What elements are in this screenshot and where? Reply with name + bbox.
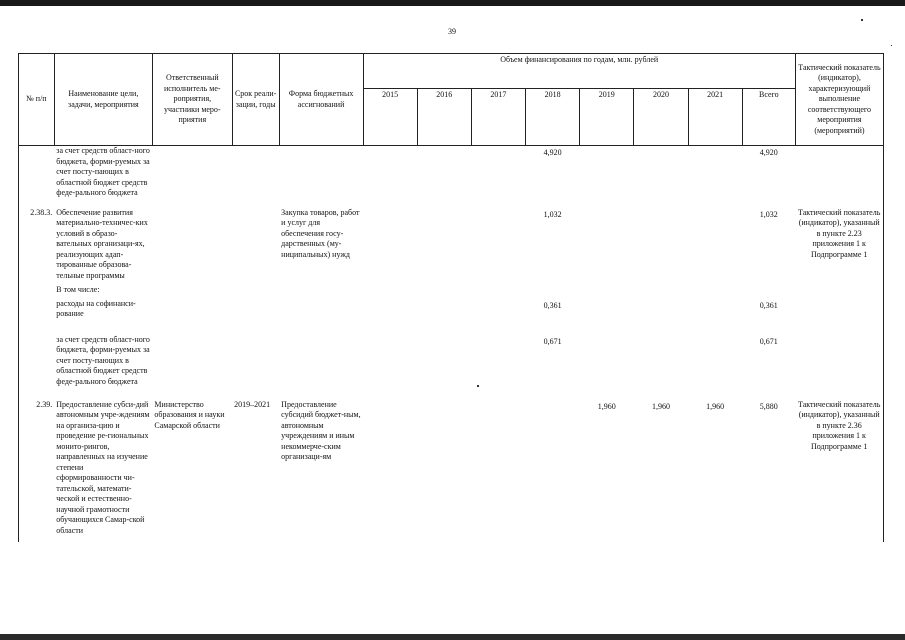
header-year: 2016 [417,89,471,146]
bottom-scan-border [0,634,905,640]
row-value-total: 0,361 [759,300,778,310]
table-body [19,146,884,542]
header-year: 2018 [526,89,580,146]
row-num [19,299,55,335]
row-term [232,335,279,400]
row-executor [152,335,232,400]
table-row [19,400,884,542]
row-executor [152,208,232,285]
row-form: Предоставление субсидий бюджет-ным, автономным учреждениям и иным некоммерче-ским организаци-ям [281,399,361,461]
header-year: 2017 [471,89,525,146]
row-value-total: 0,671 [759,336,778,346]
row-value-2019 [580,299,634,335]
scan-speck [891,45,892,46]
table-header [19,54,884,146]
row-value-2017 [471,146,525,208]
row-executor: Министерство образования и науки Самарской области [154,399,225,430]
row-value-2019 [580,285,634,299]
row-value-2020 [634,208,688,285]
row-indicator [795,335,883,400]
header-executor: Ответственный исполнитель ме-роприятия, участники меро-приятия [152,54,232,146]
header-financing: Объем финансирования по годам, млн. рублей [363,54,795,89]
row-term: 2019–2021 [234,399,271,409]
row-value-total: 1,032 [759,209,778,219]
row-form [279,285,363,299]
row-value-total [742,285,795,299]
header-year: 2015 [363,89,417,146]
row-value-2016 [417,285,471,299]
row-name: расходы на софинанси-рование [56,298,136,318]
row-form [279,299,363,335]
row-value-2015 [363,299,417,335]
row-value-2021 [688,208,742,285]
row-value-2015 [363,335,417,400]
row-value-2015 [363,400,417,542]
row-term [232,299,279,335]
row-form [279,335,363,400]
page-number: 39 [448,27,456,36]
row-indicator: Тактический показатель (индикатор), указанный в пункте 2.23 приложения 1 к Подпрограмме 1 [795,208,883,285]
row-value-2018: 1,032 [543,209,562,219]
header-name: Наименование цели, задачи, мероприятия [54,54,152,146]
row-value-2021 [688,299,742,335]
row-indicator [795,285,883,299]
row-value-2020 [634,335,688,400]
row-num [19,285,55,299]
row-value-2018 [526,285,580,299]
row-value-2017 [471,299,525,335]
row-value-2015 [363,285,417,299]
row-name: В том числе: [56,284,100,294]
row-num: 2.38.3. [19,208,55,285]
row-value-2016 [417,335,471,400]
header-num: № п/п [19,54,55,146]
row-indicator [795,146,883,208]
row-value-2015 [363,146,417,208]
header-total: Всего [742,89,795,146]
row-name: Предоставление субси-дий автономным учре-ждениям на организа-цию и проведение ре-гиональных монито-рингов, направленных на изучение степени сформированности чи-тательской, математи-ческой и естественно-научной грамотности обучающихся Самар-ской области [56,399,150,535]
financing-table [18,53,884,542]
row-name: за счет средств област-ного бюджета, форми-руемых за счет посту-пающих в областной бюджет средств феде-рального бюджета [56,146,150,197]
row-value-total: 5,880 [759,401,778,411]
row-num [19,146,55,208]
row-value-2019 [580,146,634,208]
row-executor [152,285,232,299]
table-row [19,208,884,285]
header-year: 2020 [634,89,688,146]
row-name: Обеспечение развития материально-техничес-ких условий в образо-вательных организаци-ях, реализующих адап-тированные образова-тельные программы [56,207,148,280]
row-term [232,208,279,285]
row-value-2021 [688,146,742,208]
row-value-total: 4,920 [759,148,778,157]
top-scan-border [0,0,905,6]
row-value-2015 [363,208,417,285]
row-num [19,335,55,400]
row-name: за счет средств област-ного бюджета, форми-руемых за счет посту-пающих в областной бюджет средств феде-рального бюджета [56,334,150,386]
header-form: Форма бюджетных ассигнований [279,54,363,146]
table-row [19,299,884,335]
header-term: Срок реали-зации, годы [232,54,279,146]
row-term [232,146,279,208]
row-form: Закупка товаров, работ и услуг для обеспечения госу-дарственных (му-ниципальных) нужд [281,207,360,259]
row-value-2020: 1,960 [651,401,670,411]
row-value-2016 [417,400,471,542]
row-value-2018 [526,400,580,542]
row-value-2021 [688,285,742,299]
row-value-2016 [417,146,471,208]
row-value-2019: 1,960 [597,401,616,411]
header-indicator: Тактический показатель (индикатор), характеризующий выполнение соответствующего мероприятия (мероприятий) [795,54,883,146]
row-value-2017 [471,400,525,542]
row-value-2021 [688,335,742,400]
row-num: 2.39. [19,400,55,542]
row-value-2018: 0,671 [543,336,562,346]
table-row [19,146,884,208]
table-row [19,335,884,400]
row-value-2020 [634,299,688,335]
scan-speck [861,19,863,21]
row-indicator: Тактический показатель (индикатор), указанный в пункте 2.36 приложения 1 к Подпрограмме 1 [795,400,883,542]
header-year: 2021 [688,89,742,146]
row-value-2016 [417,299,471,335]
row-value-2018: 0,361 [543,300,562,310]
row-value-2019 [580,335,634,400]
row-indicator [795,299,883,335]
row-value-2020 [634,285,688,299]
row-value-2017 [471,208,525,285]
row-value-2018: 4,920 [543,148,562,157]
row-value-2020 [634,146,688,208]
row-value-2017 [471,285,525,299]
row-term [232,285,279,299]
header-year: 2019 [580,89,634,146]
row-executor [152,146,232,208]
row-form [279,146,363,208]
row-value-2017 [471,335,525,400]
row-value-2021: 1,960 [706,401,725,411]
row-value-2016 [417,208,471,285]
table-row [19,285,884,299]
row-executor [152,299,232,335]
row-value-2019 [580,208,634,285]
